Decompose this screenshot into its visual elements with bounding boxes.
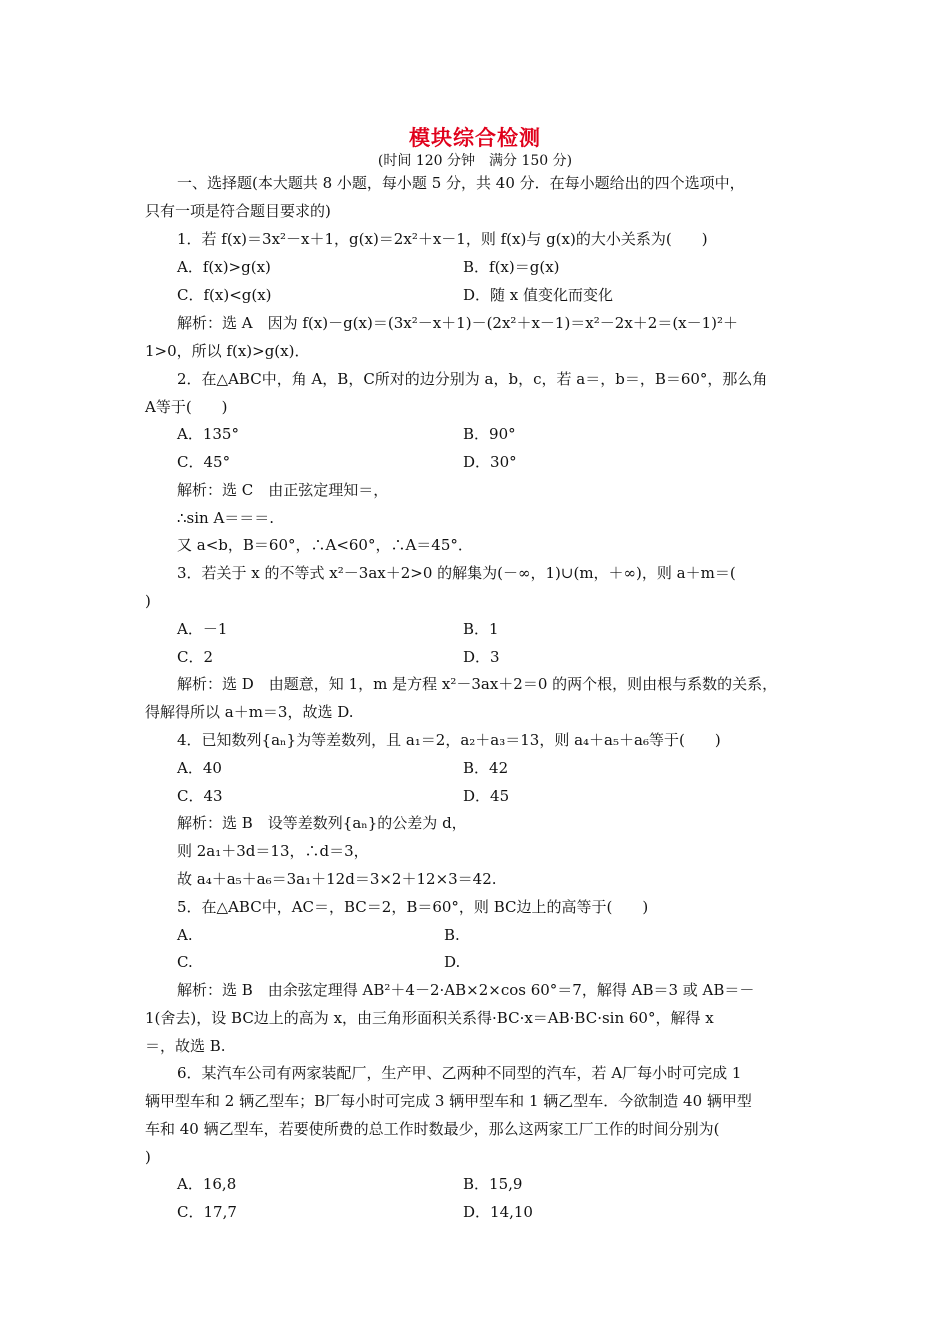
q6-option-b: B．15,9 (463, 1175, 523, 1193)
page-subtitle: (时间 120 分钟 满分 150 分) (377, 153, 573, 169)
q4-solution: 解析：选 B 设等差数列{aₙ}的公差为 d， (177, 814, 467, 832)
q6-option-d: D．14,10 (463, 1203, 533, 1221)
q4-option-b: B．42 (463, 759, 509, 777)
q2-option-d: D．30° (463, 453, 517, 471)
q4-option-d: D．45 (463, 787, 510, 805)
q3-option-b: B．1 (463, 620, 499, 638)
question-2-stem: 2．在△ABC中，角 A，B，C所对的边分别为 a，b，c，若 a＝，b＝，B＝60°，那么角 (177, 370, 768, 388)
question-2-stem-cont: A等于( ) (145, 398, 228, 416)
q5-option-a: A. (177, 926, 193, 944)
q2-option-b: B．90° (463, 425, 516, 443)
q4-option-a: A．40 (177, 759, 222, 777)
q1-option-a: A．f(x)>g(x) (177, 258, 271, 276)
q5-solution: 解析：选 B 由余弦定理得 AB²＋4－2·AB×2×cos 60°＝7，解得 AB＝3 或 AB＝－ (177, 981, 755, 999)
question-6-stem-2: 辆甲型车和 2 辆乙型车；B厂每小时可完成 3 辆甲型车和 1 辆乙型车．今欲制造 40 辆甲型 (145, 1092, 752, 1110)
q6-option-a: A．16,8 (177, 1175, 237, 1193)
q2-solution-2: ∴sin A＝＝＝. (177, 509, 275, 527)
q3-solution-cont: 得解得所以 a＋m＝3，故选 D. (145, 703, 354, 721)
q5-option-b: B. (444, 926, 460, 944)
q5-solution-cont-2: ＝，故选 B. (145, 1037, 226, 1055)
q1-solution: 解析：选 A 因为 f(x)－g(x)＝(3x²－x＋1)－(2x²＋x－1)＝x²－2x＋2＝(x－1)²＋ (177, 314, 739, 332)
section-intro-cont: 只有一项是符合题目要求的) (145, 202, 331, 220)
q3-option-d: D．3 (463, 648, 500, 666)
q1-option-b: B．f(x)＝g(x) (463, 258, 560, 276)
page-title: 模块综合检测 (409, 126, 541, 150)
q3-option-a: A．－1 (177, 620, 228, 638)
question-4-stem: 4．已知数列{aₙ}为等差数列，且 a₁＝2，a₂＋a₃＝13，则 a₄＋a₅＋a₆等于( ) (177, 731, 721, 749)
q5-option-d: D. (444, 953, 461, 971)
q4-solution-3: 故 a₄＋a₅＋a₆＝3a₁＋12d＝3×2＋12×3＝42. (177, 870, 497, 888)
q5-option-c: C. (177, 953, 193, 971)
question-3-stem-cont: ) (145, 592, 151, 610)
q3-solution: 解析：选 D 由题意，知 1，m 是方程 x²－3ax＋2＝0 的两个根，则由根与系数的关系， (177, 675, 778, 693)
q4-option-c: C．43 (177, 787, 223, 805)
q1-solution-cont: 1>0，所以 f(x)>g(x)． (145, 342, 310, 360)
q4-solution-2: 则 2a₁＋3d＝13，∴d＝3， (177, 842, 369, 860)
section-intro: 一、选择题(本大题共 8 小题，每小题 5 分，共 40 分．在每小题给出的四个选项中， (177, 174, 745, 192)
question-6-stem-4: ) (145, 1148, 151, 1166)
q2-solution-3: 又 a<b，B＝60°，∴A<60°，∴A＝45°． (177, 536, 473, 554)
q2-option-c: C．45° (177, 453, 231, 471)
q2-option-a: A．135° (177, 425, 239, 443)
question-1-stem: 1．若 f(x)＝3x²－x＋1，g(x)＝2x²＋x－1，则 f(x)与 g(x)的大小关系为( ) (177, 230, 708, 248)
question-6-stem-3: 车和 40 辆乙型车，若要使所费的总工作时数最少，那么这两家工厂工作的时间分别为( (145, 1120, 720, 1138)
q5-solution-cont: 1(舍去)，设 BC边上的高为 x，由三角形面积关系得·BC·x＝AB·BC·sin 60°，解得 x (145, 1009, 714, 1027)
question-6-stem: 6．某汽车公司有两家装配厂，生产甲、乙两种不同型的汽车，若 A厂每小时可完成 1 (177, 1064, 742, 1082)
q1-option-d: D．随 x 值变化而变化 (463, 286, 614, 304)
q6-option-c: C．17,7 (177, 1203, 237, 1221)
q1-option-c: C．f(x)<g(x) (177, 286, 272, 304)
question-3-stem: 3．若关于 x 的不等式 x²－3ax＋2>0 的解集为(－∞，1)∪(m，＋∞)，则 a＋m＝( (177, 564, 736, 582)
q2-solution: 解析：选 C 由正弦定理知＝， (177, 481, 389, 499)
q3-option-c: C．2 (177, 648, 214, 666)
question-5-stem: 5．在△ABC中，AC＝，BC＝2，B＝60°，则 BC边上的高等于( ) (177, 898, 649, 916)
